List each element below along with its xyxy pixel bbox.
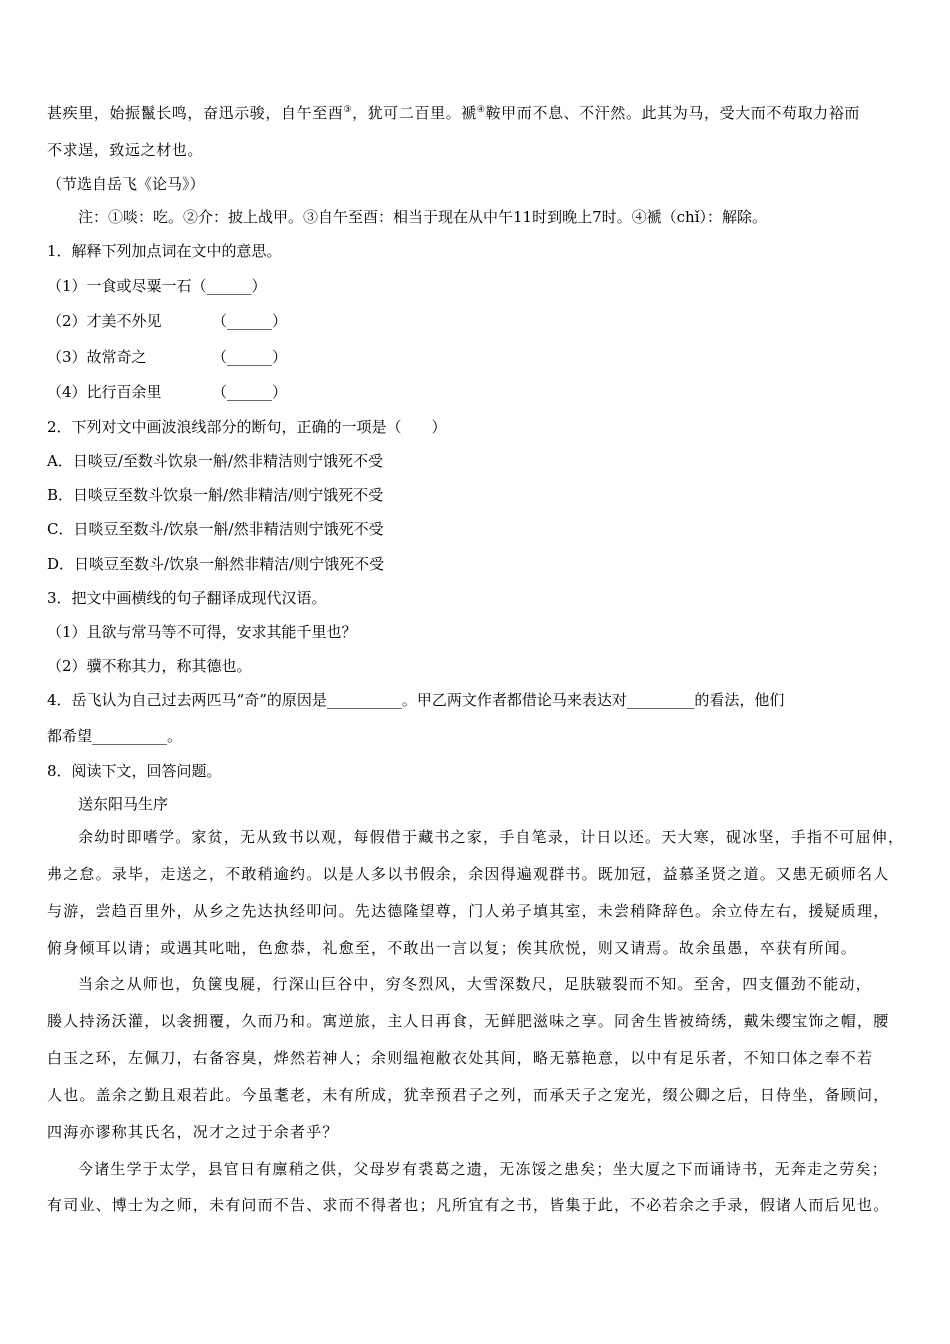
q8-line-2: 弗之怠。录毕，走送之，不敢稍逾约。以是人多以书假余，余因得遍观群书。既加冠，益慕圣贤之道。又患无硕师名人 xyxy=(47,865,890,883)
q8-title: 送东阳马生序 xyxy=(78,795,169,813)
q8-line-11: 有司业、博士为之师，未有问而不告、求而不得者也；凡所宜有之书，皆集于此，不必若余之手录，假诸人而后见也。 xyxy=(47,1196,890,1214)
q8-stem: 8．阅读下文，回答问题。 xyxy=(47,762,222,780)
q2-option-c: C．日啖豆至数斗/饮泉一斛/然非精洁则宁饿死不受 xyxy=(47,520,384,538)
footnote-mark-4: ④ xyxy=(476,105,486,115)
q8-line-8: 人也。盖余之勤且艰若此。今虽耄老，未有所成，犹幸预君子之列，而承天子之宠光，缀公卿之后，日侍坐，备顾问， xyxy=(47,1086,890,1104)
q3-item-2: （2）骥不称其力，称其德也。 xyxy=(47,657,252,675)
q1-item-3: （3）故常奇之 （______） xyxy=(47,348,288,366)
q8-line-10: 今诸生学于太学，县官日有廪稍之供，父母岁有裘葛之遗，无冻馁之患矣；坐大厦之下而诵诗书，无奔走之劳矣； xyxy=(78,1160,889,1178)
q8-line-6: 媵人持汤沃灌，以衾拥覆，久而乃和。寓逆旅，主人日再食，无鲜肥滋味之享。同舍生皆被绮绣，戴朱缨宝饰之帽，腰 xyxy=(47,1012,890,1030)
q2-option-a: A．日啖豆/至数斗饮泉一斛/然非精洁则宁饿死不受 xyxy=(47,452,383,470)
q8-line-1: 余幼时即嗜学。家贫，无从致书以观，每假借于藏书之家，手自笔录，计日以还。天大寒，砚冰坚，手指不可屈伸， xyxy=(78,828,905,846)
q4-line-2: 都希望__________。 xyxy=(47,727,183,745)
q8-line-4: 俯身倾耳以请；或遇其叱咄，色愈恭，礼愈至，不敢出一言以复；俟其欣悦，则又请焉。故余虽愚，卒获有所闻。 xyxy=(47,939,858,957)
q3-stem: 3．把文中画横线的句子翻译成现代汉语。 xyxy=(47,589,327,607)
answer-blank: （______） xyxy=(212,383,288,401)
q2-stem: 2．下列对文中画波浪线部分的断句，正确的一项是（ ） xyxy=(47,418,447,436)
q2-option-b: B．日啖豆至数斗饮泉一斛/然非精洁/则宁饿死不受 xyxy=(47,486,384,504)
q1-item-2: （2）才美不外见 （______） xyxy=(47,312,288,330)
passage1-source: （节选自岳飞《论马》） xyxy=(47,175,205,193)
q8-line-3: 与游，尝趋百里外，从乡之先达执经叩问。先达德隆望尊，门人弟子填其室，未尝稍降辞色。余立侍左右，援疑质理， xyxy=(47,902,890,920)
q2-option-d: D．日啖豆至数斗/饮泉一斛然非精洁/则宁饿死不受 xyxy=(47,555,385,573)
answer-blank: （______） xyxy=(212,348,288,366)
q4-line-1: 4．岳飞认为自己过去两匹马“奇”的原因是__________。甲乙两文作者都借论马来表达对_________的看法，他们 xyxy=(47,691,785,709)
q3-item-1: （1）且欲与常马等不可得，安求其能千里也？ xyxy=(47,623,357,641)
answer-blank: （______） xyxy=(191,277,267,295)
passage1-line-1: 甚疾里，始振鬣长鸣，奋迅示骏，自午至酉③，犹可二百里。褫④鞍甲而不息、不汗然。此其为马，受大而不苟取力裕而 xyxy=(47,104,860,122)
q1-item-4: （4）比行百余里 （______） xyxy=(47,383,288,401)
passage1-notes: 注：①啖：吃。②介：披上战甲。③自午至酉：相当于现在从中午11时到晚上7时。④褫（chǐ）：解除。 xyxy=(78,208,767,226)
q8-line-5: 当余之从师也，负箧曳屣，行深山巨谷中，穷冬烈风，大雪深数尺，足肤皲裂而不知。至舍，四支僵劲不能动， xyxy=(78,975,872,993)
q1-stem: 1．解释下列加点词在文中的意思。 xyxy=(47,242,282,260)
q1-item-1: （1）一食或尽粟一石（______） xyxy=(47,277,267,295)
q8-line-7: 白玉之环，左佩刀，右备容臭，烨然若神人；余则缊袍敝衣处其间，略无慕艳意，以中有足乐者，不知口体之奉不若 xyxy=(47,1049,874,1067)
answer-blank: （______） xyxy=(212,312,288,330)
q8-line-9: 四海亦谬称其氏名，况才之过于余者乎？ xyxy=(47,1123,339,1141)
passage1-line-2: 不求逞，致远之材也。 xyxy=(47,141,204,159)
footnote-mark-3: ③ xyxy=(343,105,353,115)
